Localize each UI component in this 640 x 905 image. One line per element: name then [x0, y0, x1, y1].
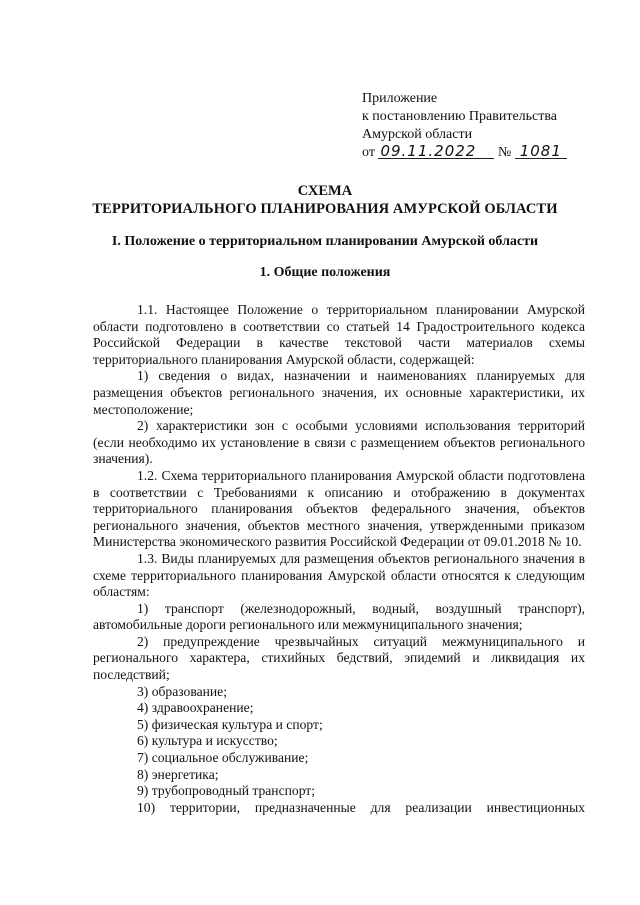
paragraph-1-3-item-7: 7) социальное обслуживание;: [137, 750, 309, 766]
date-prefix: от: [362, 145, 375, 160]
paragraph-1-3-item-2: 2) предупреждение чрезвычайных ситуаций межмуниципального и регионального характера, стихийных бедствий, эпидемий и ликвидация их последствий;: [93, 633, 585, 683]
paragraph-1-3: 1.3. Виды планируемых для размещения объектов регионального значения в схеме территориального планирования Амурской области относятся к следующим областям:: [93, 550, 585, 600]
paragraph-1-3-item-8: 8) энергетика;: [137, 766, 219, 782]
appendix-region: Амурской области: [362, 127, 473, 142]
paragraph-1-1-item-2: 2) характеристики зон с особыми условиями использования территорий (если необходимо их установление в связи с размещением объектов регионального значения).: [93, 418, 585, 467]
paragraph-1-3-item-3: 3) образование;: [137, 683, 227, 699]
document-title: [60, 182, 590, 218]
paragraph-1-1: 1.1. Настоящее Положение о территориальном планировании Амурской области подготовлено в соответствии со статьей 14 Градостроительного кодекса Российской Федерации в качестве текстовой части материалов схемы территориального планирования Амурской области, содержащей:: [93, 302, 585, 367]
appendix-block: [362, 90, 622, 162]
paragraph-1-3-item-9: 9) трубопроводный транспорт;: [137, 783, 316, 799]
paragraph-1-1-item-1: 1) сведения о видах, назначении и наименованиях планируемых для размещения объектов регионального значения, их основные характеристики, их местоположение;: [93, 368, 585, 417]
paragraph-1-3-item-1: 1) транспорт (железнодорожный, водный, воздушный транспорт), автомобильные дороги регионального или межмуниципального значения;: [93, 600, 585, 633]
section-heading: I. Положение о территориальном планировании Амурской области: [111, 234, 539, 249]
appendix-date-line: [362, 144, 622, 162]
appendix-resolution: к постановлению Правительства: [362, 109, 558, 124]
number-prefix: №: [497, 145, 512, 160]
subsection-heading: 1. Общие положения: [259, 265, 391, 280]
paragraph-1-3-item-6: 6) культура и искусство;: [137, 733, 278, 749]
appendix-label: Приложение: [362, 91, 438, 106]
paragraph-1-3-item-10: 10) территории, предназначенные для реализации инвестиционных: [137, 799, 585, 815]
handwritten-number: 1081: [515, 144, 567, 159]
paragraph-1-2: 1.2. Схема территориального планирования Амурской области подготовлена в соответствии с Требованиями к описанию и отображению в документах территориального планирования объектов федерального значения, объектов регионального значения, объектов местного значения, утвержденными приказом Министерства экономического развития Российской Федерации от 09.01.2018 № 10.: [93, 467, 585, 550]
title-territorial-planning: ТЕРРИТОРИАЛЬНОГО ПЛАНИРОВАНИЯ АМУРСКОЙ ОБЛАСТИ: [92, 201, 558, 217]
title-scheme: СХЕМА: [297, 183, 353, 199]
body-text: [93, 302, 585, 816]
paragraph-1-3-item-4: 4) здравоохранение;: [137, 700, 254, 716]
handwritten-date: 09.11.2022: [378, 144, 494, 159]
paragraph-1-3-item-5: 5) физическая культура и спорт;: [137, 716, 323, 732]
